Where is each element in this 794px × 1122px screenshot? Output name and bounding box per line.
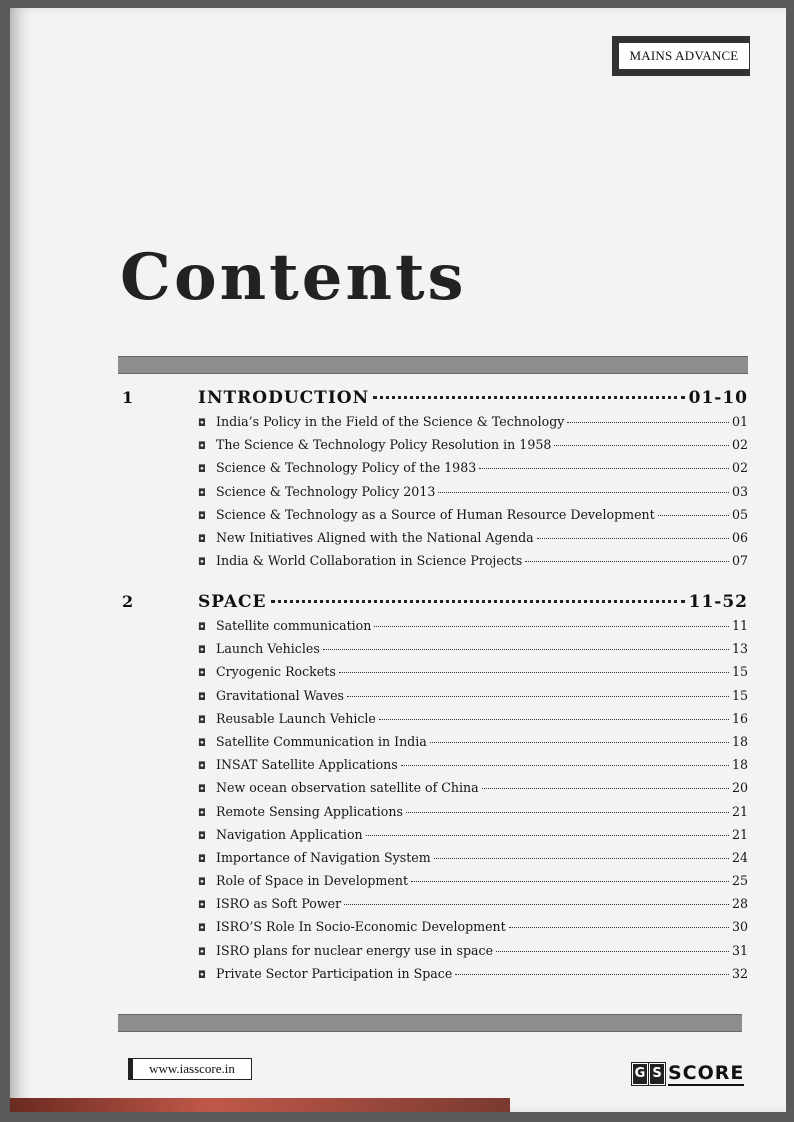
toc-item[interactable] bbox=[198, 711, 748, 734]
toc-item-text: Satellite communication bbox=[216, 618, 372, 633]
toc-item[interactable] bbox=[198, 850, 748, 873]
bullet-icon: ◘ bbox=[198, 441, 206, 453]
bullet-icon: ◘ bbox=[198, 487, 206, 499]
bullet-icon: ◘ bbox=[198, 761, 206, 773]
toc-item-page: 15 bbox=[731, 664, 748, 680]
bullet-icon: ◘ bbox=[198, 807, 206, 819]
toc-item-text: Reusable Launch Vehicle bbox=[216, 710, 376, 726]
chapter-item-list bbox=[198, 618, 748, 989]
dot-leader bbox=[496, 951, 729, 952]
bullet-icon: ◘ bbox=[198, 418, 206, 429]
toc-item[interactable] bbox=[198, 827, 748, 850]
toc-item-text: Science & Technology Policy of the 1983 bbox=[216, 460, 477, 476]
toc-item-page: 20 bbox=[731, 780, 748, 796]
toc-item-page: 03 bbox=[731, 483, 748, 499]
toc-item[interactable] bbox=[198, 919, 748, 942]
toc-item-page: 01 bbox=[731, 414, 748, 429]
toc-item-text: Importance of Navigation System bbox=[216, 849, 431, 865]
bullet-icon: ◘ bbox=[198, 557, 206, 569]
toc-item-text: Launch Vehicles bbox=[216, 641, 320, 657]
toc-item[interactable] bbox=[198, 507, 748, 530]
divider-bar-top bbox=[118, 356, 748, 374]
toc-item[interactable] bbox=[198, 873, 748, 896]
toc-item[interactable] bbox=[198, 641, 748, 664]
toc-item-page: 21 bbox=[731, 826, 748, 842]
bullet-icon: ◘ bbox=[198, 923, 206, 935]
bullet-icon: ◘ bbox=[198, 737, 206, 749]
bullet-icon: ◘ bbox=[198, 622, 206, 633]
dot-leader bbox=[434, 858, 729, 859]
badge-label: MAINS ADVANCE bbox=[618, 42, 750, 70]
toc-item[interactable] bbox=[198, 734, 748, 757]
dot-leader bbox=[344, 904, 729, 905]
dot-leader bbox=[567, 422, 729, 423]
toc-item-text: Science & Technology as a Source of Human Resource Development bbox=[216, 506, 655, 522]
toc-item-text: ISRO plans for nuclear energy use in space bbox=[216, 942, 494, 958]
toc-item-page: 21 bbox=[731, 803, 748, 819]
bullet-icon: ◘ bbox=[198, 714, 206, 726]
page-edge-shadow bbox=[10, 1098, 510, 1112]
chapter-heading[interactable] bbox=[198, 388, 748, 408]
bullet-icon: ◘ bbox=[198, 533, 206, 545]
mains-advance-badge bbox=[612, 36, 750, 76]
chapter-pages: 01-10 bbox=[688, 388, 748, 408]
toc-item-page: 11 bbox=[731, 618, 748, 633]
toc-item[interactable] bbox=[198, 896, 748, 919]
dot-leader bbox=[537, 538, 729, 539]
toc-item-text: New ocean observation satellite of China bbox=[216, 780, 479, 796]
dot-leader bbox=[379, 719, 729, 720]
toc-item-page: 05 bbox=[731, 506, 748, 522]
toc-item-page: 32 bbox=[731, 965, 748, 981]
dot-leader bbox=[366, 835, 729, 836]
toc-item[interactable] bbox=[198, 437, 748, 460]
toc-item-text: INSAT Satellite Applications bbox=[216, 757, 398, 773]
toc-item-page: 02 bbox=[731, 460, 748, 476]
toc-item-page: 24 bbox=[731, 849, 748, 865]
toc-item[interactable] bbox=[198, 484, 748, 507]
chapter-item-list bbox=[198, 414, 748, 576]
bullet-icon: ◘ bbox=[198, 464, 206, 476]
chapter-heading[interactable] bbox=[198, 592, 748, 612]
chapter-pages: 11-52 bbox=[688, 592, 748, 612]
gs-score-logo bbox=[632, 1062, 744, 1086]
document-page bbox=[10, 8, 786, 1112]
toc-item[interactable] bbox=[198, 780, 748, 803]
toc-item-text: ISRO as Soft Power bbox=[216, 896, 342, 912]
dot-leader bbox=[411, 881, 729, 882]
toc-item[interactable] bbox=[198, 414, 748, 437]
toc-item-page: 31 bbox=[731, 942, 748, 958]
toc-item[interactable] bbox=[198, 530, 748, 553]
toc-item-page: 02 bbox=[731, 437, 748, 453]
divider-bar-bottom bbox=[118, 1014, 742, 1032]
toc-item-page: 18 bbox=[731, 733, 748, 749]
bullet-icon: ◘ bbox=[198, 510, 206, 522]
chapter-number: 2 bbox=[122, 592, 134, 611]
toc-item-text: Navigation Application bbox=[216, 826, 363, 842]
toc-item[interactable] bbox=[198, 688, 748, 711]
dot-leader bbox=[438, 492, 729, 493]
toc-item-text: New Initiatives Aligned with the National Agenda bbox=[216, 529, 534, 545]
toc-item-text: Role of Space in Development bbox=[216, 873, 408, 889]
dot-leader bbox=[509, 927, 729, 928]
toc-item-text: Satellite Communication in India bbox=[216, 733, 427, 749]
toc-item[interactable] bbox=[198, 757, 748, 780]
toc-item[interactable] bbox=[198, 553, 748, 576]
dot-leader bbox=[374, 626, 729, 627]
toc-item-text: Private Sector Participation in Space bbox=[216, 965, 453, 981]
toc-item-page: 18 bbox=[731, 757, 748, 773]
toc-item-text: India & World Collaboration in Science Projects bbox=[216, 553, 523, 569]
toc-item-text: Remote Sensing Applications bbox=[216, 803, 403, 819]
dot-leader bbox=[373, 396, 684, 399]
bullet-icon: ◘ bbox=[198, 830, 206, 842]
dot-leader bbox=[430, 742, 729, 743]
toc-item-page: 07 bbox=[731, 553, 748, 569]
logo-g: G bbox=[632, 1063, 648, 1085]
page-title: Contents bbox=[120, 240, 467, 315]
dot-leader bbox=[271, 600, 685, 603]
toc-item[interactable] bbox=[198, 804, 748, 827]
dot-leader bbox=[554, 445, 729, 446]
dot-leader bbox=[658, 515, 729, 516]
bullet-icon: ◘ bbox=[198, 877, 206, 889]
dot-leader bbox=[323, 649, 729, 650]
dot-leader bbox=[455, 974, 729, 975]
dot-leader bbox=[406, 812, 729, 813]
chapter-number: 1 bbox=[122, 388, 134, 407]
toc-item-text: The Science & Technology Policy Resolution in 1958 bbox=[216, 437, 552, 453]
bullet-icon: ◘ bbox=[198, 784, 206, 796]
website-url[interactable]: www.iasscore.in bbox=[128, 1058, 252, 1080]
toc-item-text: Gravitational Waves bbox=[216, 687, 345, 703]
toc-item-text: Science & Technology Policy 2013 bbox=[216, 483, 436, 499]
dot-leader bbox=[339, 672, 729, 673]
toc-item-page: 06 bbox=[731, 529, 748, 545]
dot-leader bbox=[401, 765, 729, 766]
toc-item-page: 30 bbox=[731, 919, 748, 935]
toc-item[interactable] bbox=[198, 664, 748, 687]
bullet-icon: ◘ bbox=[198, 946, 206, 958]
toc-item-page: 28 bbox=[731, 896, 748, 912]
gs-logo-mark bbox=[632, 1063, 666, 1085]
bullet-icon: ◘ bbox=[198, 853, 206, 865]
bullet-icon: ◘ bbox=[198, 969, 206, 981]
toc-item-page: 15 bbox=[731, 687, 748, 703]
toc-item[interactable] bbox=[198, 460, 748, 483]
dot-leader bbox=[347, 696, 729, 697]
toc-item-page: 13 bbox=[731, 641, 748, 657]
bullet-icon: ◘ bbox=[198, 668, 206, 680]
toc-item[interactable] bbox=[198, 966, 748, 989]
bullet-icon: ◘ bbox=[198, 900, 206, 912]
toc-item-page: 25 bbox=[731, 873, 748, 889]
bullet-icon: ◘ bbox=[198, 691, 206, 703]
toc-item-text: ISRO’S Role In Socio-Economic Development bbox=[216, 919, 506, 935]
toc-item-text: Cryogenic Rockets bbox=[216, 664, 336, 680]
toc-item-page: 16 bbox=[731, 710, 748, 726]
logo-s: S bbox=[649, 1063, 665, 1085]
dot-leader bbox=[482, 788, 729, 789]
bullet-icon: ◘ bbox=[198, 645, 206, 657]
toc-item[interactable] bbox=[198, 943, 748, 966]
chapter-title: INTRODUCTION bbox=[198, 388, 370, 408]
dot-leader bbox=[479, 468, 729, 469]
toc-item[interactable] bbox=[198, 618, 748, 641]
dot-leader bbox=[525, 561, 729, 562]
toc-item-text: India’s Policy in the Field of the Science & Technology bbox=[216, 414, 565, 429]
chapter-title: SPACE bbox=[198, 592, 267, 612]
logo-text: SCORE bbox=[668, 1062, 745, 1084]
